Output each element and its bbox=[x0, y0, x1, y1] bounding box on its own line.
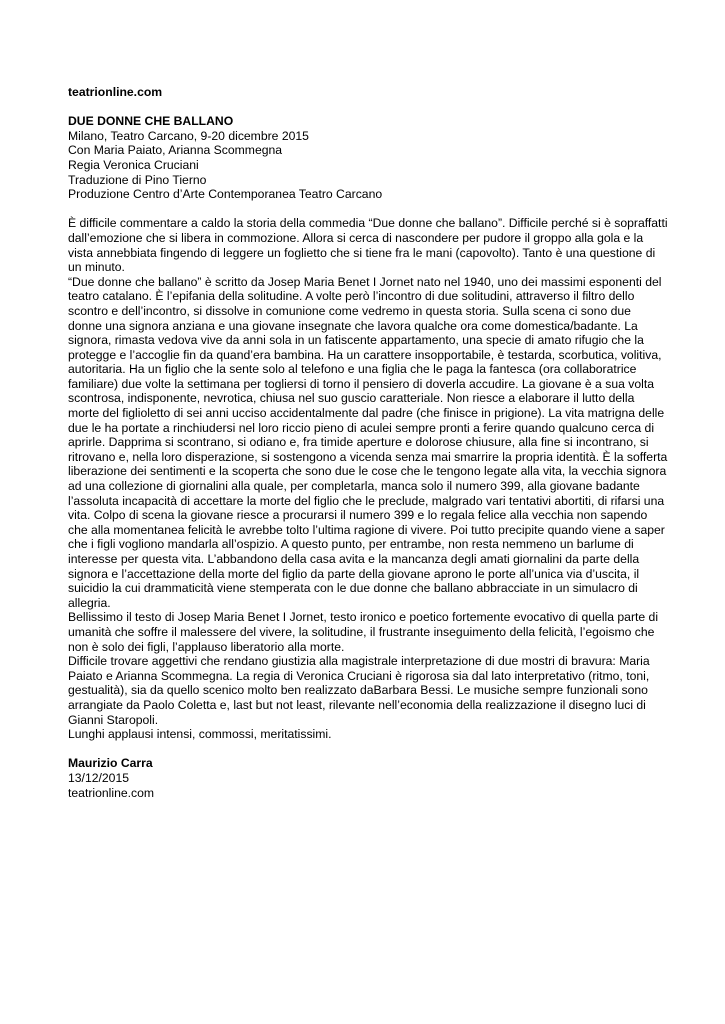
show-direction: Regia Veronica Cruciani bbox=[68, 157, 199, 172]
review-body bbox=[68, 216, 668, 741]
signature-block bbox=[68, 756, 668, 800]
author-name: Maurizio Carra bbox=[68, 756, 153, 771]
review-paragraph: È difficile commentare a caldo la storia della commedia “Due donne che ballano”. Difficile perché si è sopraffatti dall’emozione che si libera in commozione. Allora si cerca di nascondere per pudore il groppo alla gola e la vista annebbiata fingendo di leggere un foglietto che si tiene fra le mani (capovolto). Tanto è una questione di un minuto. bbox=[68, 216, 668, 275]
show-info bbox=[68, 114, 668, 202]
review-date: 13/12/2015 bbox=[68, 770, 129, 785]
review-paragraph: Bellissimo il testo di Josep Maria Benet I Jornet, testo ironico e poetico fortemente evocativo di quella parte di umanità che soffre il malessere del vivere, la solitudine, il frustrante inseguimento della felicità, l’egoismo che non è solo dei figli, l’applauso liberatorio alla morte. bbox=[68, 610, 659, 654]
review-paragraph: “Due donne che ballano” è scritto da Josep Maria Benet I Jornet nato nel 1940, uno dei massimi esponenti del teatro catalano. È l’epifania della solitudine. A volte però l’incontro di due solitudini, attraverso il filtro dello scontro e dell’incontro, si dissolve in comunione come vedremo in questa storia. Sulla scena ci sono due donne una signora anziana e una giovane insegnate che lavora qualche ora come domestica/badante. La signora, rimasta vedova vive da anni sola in un fatiscente appartamento, una specie di amato rifugio che la protegge e l’accoglie fin da quand’era bambina. Ha un carattere insopportabile, è testarda, scorbutica, volitiva, autoritaria. Ha un figlio che la sente solo al telefono e una figlia che le paga la fantesca (ora collaboratrice familiare) due volte la settimana per togliersi di torno il pensiero di doverla accudire. La giovane è a sua volta scontrosa, indisponente, nevrotica, chiusa nel suo guscio caratteriale. Non riesce a elaborare il lutto della morte del figlioletto di sei anni ucciso accidentalmente dal padre (che finisce in prigione). La vita matrigna delle due le ha portate a rinchiudersi nel loro riccio pieno di aculei sempre pronti a ferire quando qualcuno cerca di aprirle. Dapprima si scontrano, si odiano e, fra timide aperture e dolorose chiusure, alla fine si incontrano, si ritrovano e, nella loro disperazione, si sostengono a vicenda senza mai smarrire la propria identità. È la sofferta liberazione dei sentimenti e la scoperta che sono due le cose che le tengono legate alla vita, la vecchia signora ad una collezione di giornalini alla quale, per completarla, manca solo il numero 399, alla giovane badante l’assoluta incapacità di accettare la morte del figlio che le preclude, malgrado vari tentativi abortiti, di rifarsi una vita. Colpo di scena la giovane riesce a procurarsi il numero 399 e lo regala felice alla vecchia non sapendo che alla momentanea felicità le avrebbe tolto l’ultima ragione di vivere. Poi tutto precipite quando viene a saper che i figli vogliono mandarla all’ospizio. A questo punto, per entrambe, non resta nemmeno un barlume di interesse per questa vita. L’abbandono della casa avita e la mancanza degli amati giornalini da parte della signora e l’accettazione della morte del figlio da parte della giovane aprono le porte all’unica via d’uscita, il suicidio la cui drammaticità viene stemperata con le due donne che ballano abbracciate in un simulacro di allegria. bbox=[68, 274, 668, 610]
site-name: teatrionline.com bbox=[68, 85, 163, 99]
review-paragraph: Difficile trovare aggettivi che rendano giustizia alla magistrale interpretazione di due mostri di bravura: Maria Paiato e Arianna Scommegna. La regia di Veronica Cruciani è rigorosa sia dal lato interpretativo (ritmo, toni, gestualità), sia da quello scenico molto ben realizzato daBarbara Bessi. Le musiche sempre funzionali sono arrangiate da Paolo Coletta e, last but not least, rilevante nell’economia della realizzazione il disegno luci di Gianni Staropoli. bbox=[68, 654, 650, 727]
show-translation: Traduzione di Pino Tierno bbox=[68, 172, 207, 187]
review-document bbox=[68, 85, 668, 800]
show-venue: Milano, Teatro Carcano, 9-20 dicembre 2015 bbox=[68, 128, 309, 143]
review-paragraph: Lunghi applausi intensi, commossi, meritatissimi. bbox=[68, 727, 332, 742]
show-title: DUE DONNE CHE BALLANO bbox=[68, 114, 234, 129]
show-cast: Con Maria Paiato, Arianna Scommegna bbox=[68, 143, 283, 158]
signature-site: teatrionline.com bbox=[68, 785, 155, 800]
show-production: Produzione Centro d’Arte Contemporanea Teatro Carcano bbox=[68, 187, 383, 202]
